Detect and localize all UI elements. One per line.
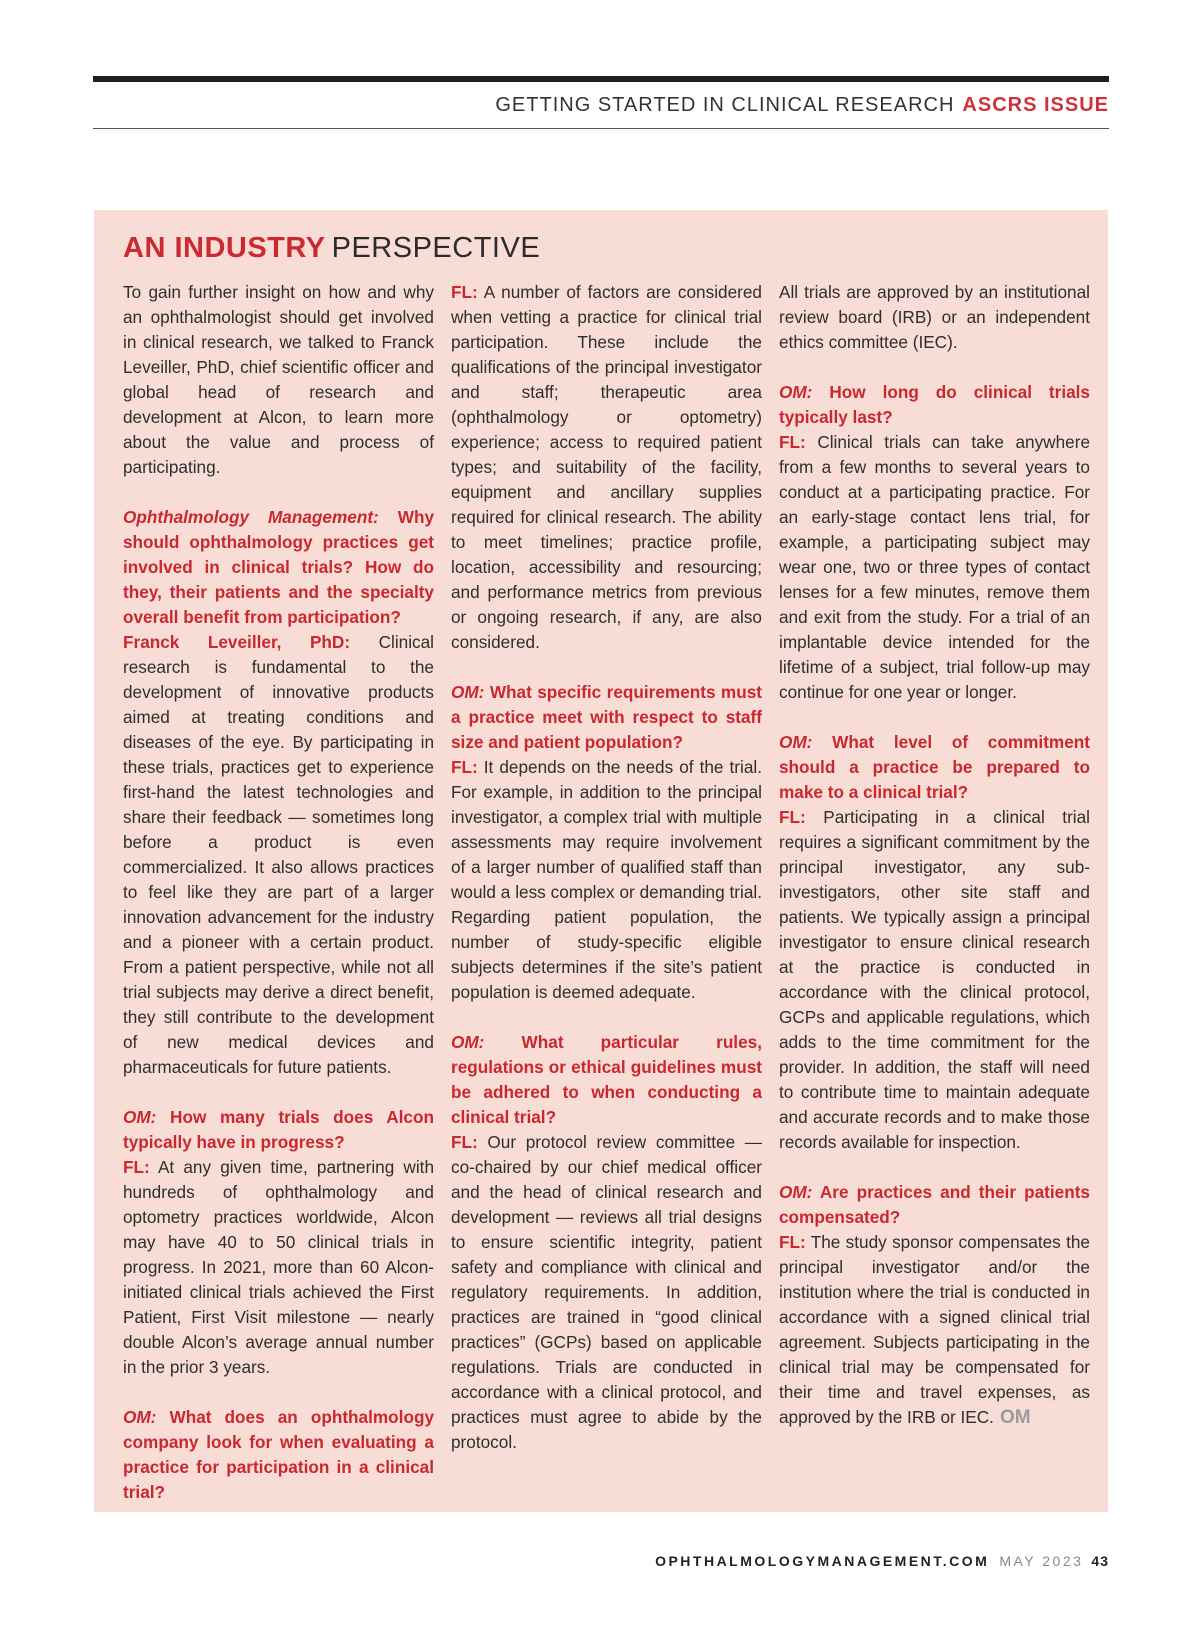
running-header bbox=[93, 94, 1109, 117]
question-6-label: OM: bbox=[779, 382, 813, 402]
footer-date: MAY 2023 bbox=[999, 1553, 1084, 1569]
question-2-text: How many trials does Alcon typically have in progress? bbox=[123, 1107, 434, 1152]
answer-1-label: Franck Leveiller, PhD: bbox=[123, 632, 351, 652]
answer-5-label: FL: bbox=[451, 1132, 478, 1152]
answer-4-label: FL: bbox=[451, 757, 478, 777]
header-issue-label: ASCRS ISSUE bbox=[962, 94, 1109, 116]
answer-5 bbox=[451, 1130, 762, 1455]
answer-2-text: At any given time, partnering with hundreds of ophthalmology and optometry practices worldwide, Alcon may have 40 to 50 clinical trials in progress. In 2021, more than 60 Alcon-initiated clinical trials achieved the First Patient, First Visit milestone — nearly double Alcon’s average annual number in the prior 3 years. bbox=[123, 1157, 435, 1377]
question-3-label: OM: bbox=[123, 1407, 157, 1427]
header-rule bbox=[93, 128, 1109, 129]
question-1-text: Why should ophthalmology practices get involved in clinical trials? How do they, their patients and the specialty overall benefit from participation? bbox=[123, 507, 434, 627]
answer-2 bbox=[123, 1155, 434, 1380]
top-rule bbox=[93, 76, 1109, 82]
question-6 bbox=[779, 380, 1090, 430]
question-2-label: OM: bbox=[123, 1107, 157, 1127]
answer-5-continued: All trials are approved by an institutional review board (IRB) or an independent ethics committee (IEC). bbox=[779, 282, 1090, 352]
page-number: 43 bbox=[1091, 1553, 1109, 1569]
question-3 bbox=[123, 1405, 434, 1505]
answer-2-label: FL: bbox=[123, 1157, 150, 1177]
answer-3-text: A number of factors are considered when vetting a practice for clinical trial participation. These include the qualifications of the principal investigator and staff; therapeutic area (ophthalmology or optometry) experience; access to required patient types; and suitability of the facility, equipment and ancillary supplies required for clinical research. The ability to meet timelines; practice profile, location, accessibility and resourcing; and performance metrics from previous or ongoing research, if any, are also considered. bbox=[451, 282, 762, 652]
question-4 bbox=[451, 680, 762, 755]
answer-6 bbox=[779, 430, 1090, 705]
question-5 bbox=[451, 1030, 762, 1130]
column-2 bbox=[451, 280, 762, 1480]
question-3-text: What does an ophthalmology company look for when evaluating a practice for participation in a clinical trial? bbox=[123, 1407, 434, 1502]
question-7 bbox=[779, 730, 1090, 805]
question-1-label: Ophthalmology Management: bbox=[123, 507, 379, 527]
footer-site: OPHTHALMOLOGYMANAGEMENT.COM bbox=[655, 1553, 990, 1569]
question-4-label: OM: bbox=[451, 682, 485, 702]
question-1 bbox=[123, 505, 434, 630]
answer-7 bbox=[779, 805, 1090, 1155]
question-7-label: OM: bbox=[779, 732, 813, 752]
answer-5-text: Our protocol review committee — co-chaired by our chief medical officer and the head of clinical research and development — reviews all trial designs to ensure scientific integrity, patient safety and compliance with clinical and regulatory requirements. In addition, practices are trained in “good clinical practices” (GCPs) based on applicable regulations. Trials are conducted in accordance with a clinical protocol, and practices must agree to abide by the protocol. bbox=[451, 1132, 762, 1452]
page-footer bbox=[93, 1553, 1109, 1569]
question-5-text: What particular rules, regulations or ethical guidelines must be adhered to when conducting a clinical trial? bbox=[451, 1032, 762, 1127]
column-3 bbox=[779, 280, 1090, 1455]
answer-4 bbox=[451, 755, 762, 1005]
answer-8-text: The study sponsor compensates the principal investigator and/or the institution where the trial is conducted in accordance with a signed clinical trial agreement. Subjects participating in the clinical trial may be compensated for their time and travel expenses, as approved by the IRB or IEC. bbox=[779, 1232, 1090, 1427]
question-8 bbox=[779, 1180, 1090, 1230]
question-8-text: Are practices and their patients compensated? bbox=[779, 1182, 1090, 1227]
question-2 bbox=[123, 1105, 434, 1155]
header-section-title: GETTING STARTED IN CLINICAL RESEARCH bbox=[495, 94, 955, 116]
answer-6-text: Clinical trials can take anywhere from a few months to several years to conduct at a participating practice. For an early-stage contact lens trial, for example, a participating subject may wear one, two or three types of contact lenses for a few minutes, remove them and exit from the study. For a trial of an implantable device intended for the lifetime of a subject, trial follow-up may continue for one year or longer. bbox=[779, 432, 1090, 702]
answer-7-text: Participating in a clinical trial requires a significant commitment by the principal investigator, any sub-investigators, other site staff and patients. We typically assign a principal investigator to ensure clinical research at the practice is conducted in accordance with the clinical protocol, GCPs and applicable regulations, which adds to the time commitment for the provider. In addition, the staff will need to contribute time to maintain adequate and accurate records and to make those records available for inspection. bbox=[779, 807, 1090, 1152]
answer-8 bbox=[779, 1230, 1090, 1430]
question-6-text: How long do clinical trials typically last? bbox=[779, 382, 1090, 427]
answer-4-text: It depends on the needs of the trial. For example, in addition to the principal investigator, a complex trial with multiple assessments may require involvement of a larger number of qualified staff than would a less complex or demanding trial. Regarding patient population, the number of study-specific eligible subjects determines if the site’s patient population is deemed adequate. bbox=[451, 757, 762, 1002]
answer-3-label: FL: bbox=[451, 282, 478, 302]
answer-6-label: FL: bbox=[779, 432, 806, 452]
sidebar-title-red: AN INDUSTRY bbox=[123, 232, 326, 264]
answer-1 bbox=[123, 630, 434, 1080]
column-1 bbox=[123, 280, 434, 1505]
answer-8-label: FL: bbox=[779, 1232, 806, 1252]
intro-paragraph: To gain further insight on how and why an ophthalmologist should get involved in clinical research, we talked to Franck Leveiller, PhD, chief scientific officer and global head of research and development at Alcon, to learn more about the value and process of participating. bbox=[123, 282, 434, 477]
sidebar-title-dark: PERSPECTIVE bbox=[331, 232, 541, 264]
sidebar-title bbox=[123, 232, 540, 265]
answer-1-text: Clinical research is fundamental to the development of innovative products aimed at treating conditions and diseases of the eye. By participating in these trials, practices get to experience first-hand the latest technologies and share their feedback — sometimes long before a product is even commercialized. It also allows practices to feel like they are part of a larger innovation advancement for the industry and a pioneer with a certain product. From a patient perspective, while not all trial subjects may derive a direct benefit, they still contribute to the development of new medical devices and pharmaceuticals for future patients. bbox=[123, 632, 434, 1077]
question-5-label: OM: bbox=[451, 1032, 485, 1052]
question-8-label: OM: bbox=[779, 1182, 813, 1202]
question-7-text: What level of commitment should a practice be prepared to make to a clinical trial? bbox=[779, 732, 1090, 802]
answer-3 bbox=[451, 280, 762, 655]
answer-7-label: FL: bbox=[779, 807, 806, 827]
question-4-text: What specific requirements must a practice meet with respect to staff size and patient population? bbox=[451, 682, 762, 752]
end-mark: OM bbox=[999, 1407, 1031, 1428]
